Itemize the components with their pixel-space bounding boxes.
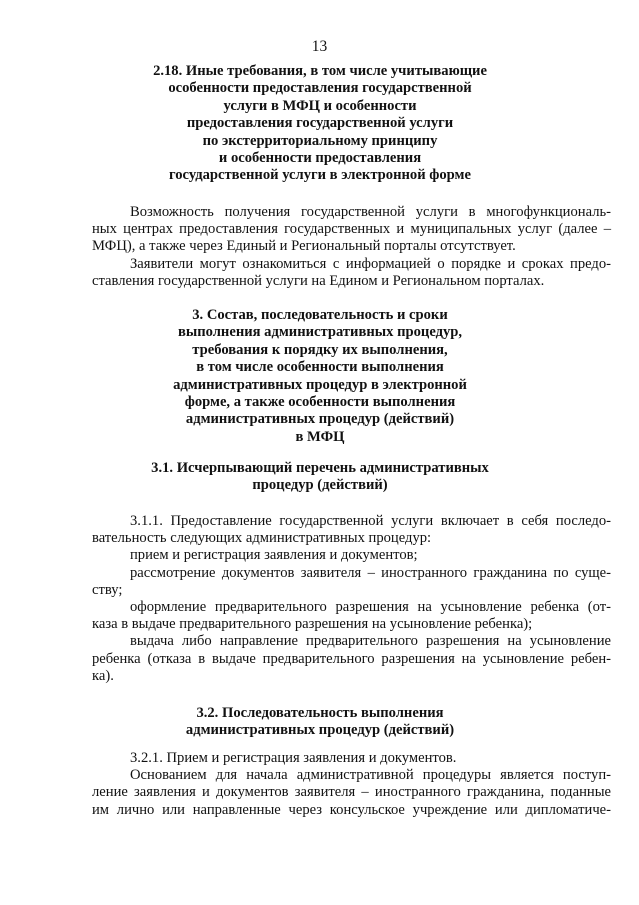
heading-line: административных процедур в электронной (173, 376, 467, 393)
text-line: Основанием для начала административной процедуры является поступ- (130, 767, 611, 784)
section-2-18-heading (60, 63, 580, 185)
text-line: ных центрах предоставления государственных и муниципальных услуг (далее – (92, 221, 611, 238)
text-line: Заявители могут ознакомиться с информацией о порядке и сроках предо- (130, 256, 611, 272)
text-line: вательность следующих административных процедур: (92, 530, 432, 547)
heading-line: государственной услуги в электронной форме (169, 167, 471, 184)
heading-line: 3.2. Последовательность выполнения (196, 705, 444, 721)
list-item: выдача либо направление предварительного разрешения на усыновление (130, 633, 611, 650)
text-line: МФЦ), а также через Единый и Региональный порталы отсутствует. (92, 238, 516, 255)
text-line: 3.2.1. Прием и регистрация заявления и документов. (130, 750, 457, 766)
list-item-continuation: ребенка (отказа в выдаче предварительного разрешения на усыновление ребен- (92, 650, 611, 667)
heading-line: особенности предоставления государственной (168, 80, 472, 97)
heading-line: выполнения административных процедур, (177, 324, 463, 341)
heading-line: форме, а также особенности выполнения (184, 394, 456, 411)
section-3-heading (60, 307, 580, 446)
text-line: Возможность получения государственной услуги в многофункциональ- (130, 204, 611, 220)
heading-line: в МФЦ (295, 428, 345, 445)
heading-line: в том числе особенности выполнения (196, 359, 444, 376)
heading-line: по экстерриториальному принципу (202, 132, 438, 149)
heading-line: 3.1. Исчерпывающий перечень административных (151, 460, 489, 476)
list-item-continuation: ству; (92, 581, 123, 598)
heading-line: 3. Состав, последовательность и сроки (192, 307, 448, 323)
paragraph-portal-info (92, 256, 611, 290)
list-item-continuation: каза в выдаче предварительного разрешения на усыновление ребенка); (92, 616, 533, 633)
text-line: 3.1.1. Предоставление государственной услуги включает в себя последо- (130, 513, 611, 529)
text-line: ставления государственной услуги на Едином и Региональном порталах. (92, 273, 545, 290)
text-line: ление заявления и документов заявителя – иностранного гражданина, поданные (92, 784, 611, 801)
heading-line: административных процедур (действий) (185, 722, 455, 739)
list-item-continuation: ка). (92, 667, 114, 684)
paragraph-3-2-1 (92, 750, 611, 819)
heading-line: услуги в МФЦ и особенности (223, 97, 417, 114)
page-number: 13 (311, 38, 328, 55)
section-3-2-heading (60, 705, 580, 740)
heading-line: процедур (действий) (252, 477, 388, 494)
list-item: прием и регистрация заявления и документов; (130, 547, 418, 564)
paragraph-procedures-list (92, 513, 611, 685)
heading-line: требования к порядку их выполнения, (192, 341, 448, 358)
heading-line: административных процедур (действий) (185, 411, 455, 428)
section-3-1-heading (60, 460, 580, 495)
text-line: им лично или направленные через консульское учреждение или дипломатиче- (92, 801, 611, 818)
paragraph-mfc-availability (92, 204, 611, 256)
list-item: оформление предварительного разрешения на усыновление ребенка (от- (130, 598, 611, 615)
heading-line: и особенности предоставления (218, 150, 422, 167)
list-item: рассмотрение документов заявителя – иностранного гражданина по суще- (130, 564, 611, 581)
heading-line: предоставления государственной услуги (186, 115, 454, 132)
heading-line: 2.18. Иные требования, в том числе учитывающие (153, 63, 487, 79)
